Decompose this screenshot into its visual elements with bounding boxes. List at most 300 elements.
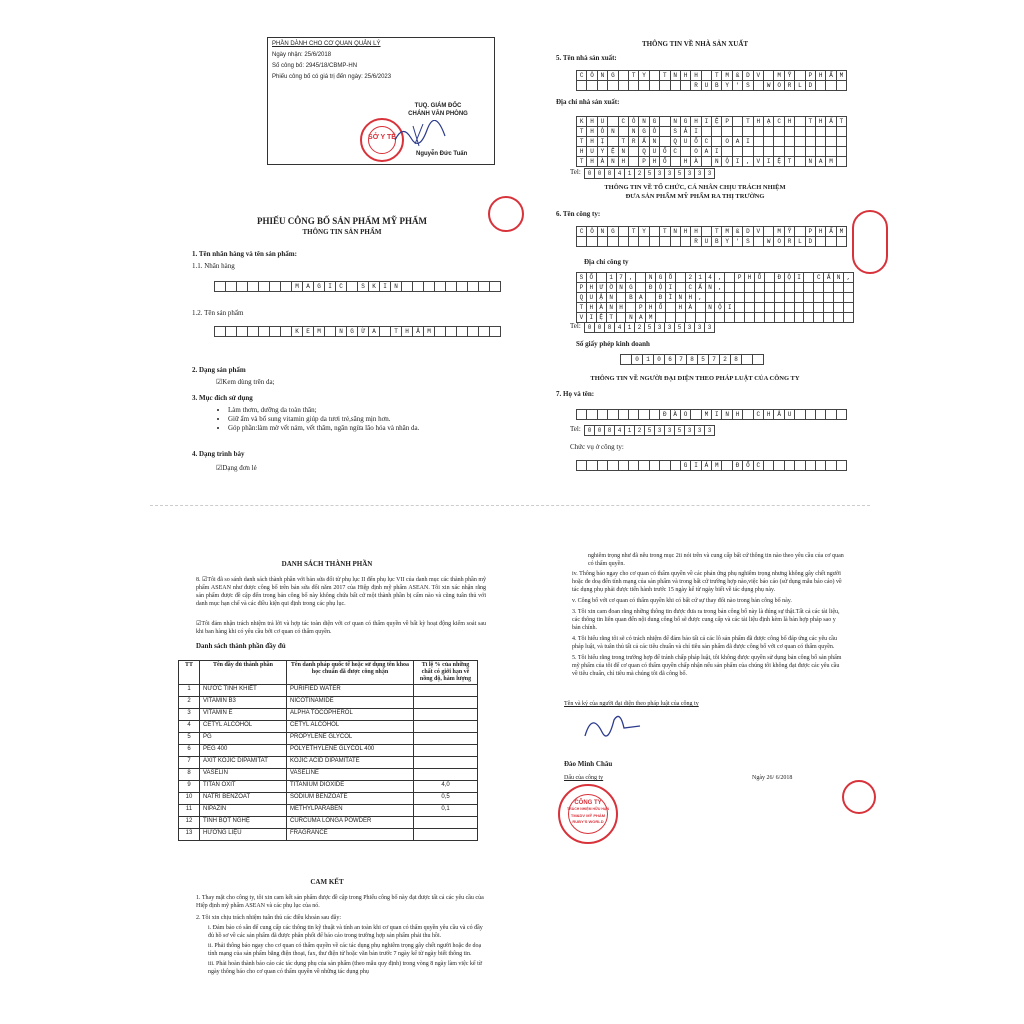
grid-cell: A <box>815 156 825 167</box>
grid-cell: K <box>291 326 302 337</box>
grid-cell <box>813 312 823 323</box>
grid-cell <box>794 156 804 167</box>
grid-cell: 0 <box>594 168 604 179</box>
grid-cell: À <box>597 156 607 167</box>
grid-cell: O <box>680 409 690 420</box>
grid-cell: O <box>773 80 783 91</box>
grid-cell <box>670 236 680 247</box>
grid-cell: À <box>670 409 680 420</box>
grid-cell: 3 <box>704 168 715 179</box>
grid-cell <box>258 281 269 292</box>
table-cell: SODIUM BENZOATE <box>287 793 414 805</box>
grid-cell <box>269 281 280 292</box>
grid-cell <box>794 409 804 420</box>
grid-cell: , <box>714 282 724 293</box>
grid-cell: 5 <box>674 168 684 179</box>
grid-cell <box>744 312 754 323</box>
table-row <box>179 685 478 697</box>
edge-seal-2 <box>852 210 888 274</box>
table-row <box>179 769 478 781</box>
grid-cell: Ô <box>628 116 638 127</box>
table-cell: 1 <box>179 685 200 697</box>
grid-cell: O <box>773 236 783 247</box>
table-row <box>179 757 478 769</box>
grid-cell <box>225 326 236 337</box>
grid-cell <box>489 326 501 337</box>
grid-cell: H <box>586 156 596 167</box>
grid-cell: N <box>638 116 648 127</box>
grid-cell: H <box>763 409 773 420</box>
table-cell: 11 <box>179 805 200 817</box>
grid-cell: Õ <box>665 272 675 283</box>
grid-cell: R <box>784 236 794 247</box>
grid-cell: I <box>690 460 700 471</box>
grid-cell: 0 <box>594 322 604 333</box>
rep-tel-label: Tel: <box>570 425 581 433</box>
grid-cell <box>576 80 586 91</box>
commit-1: 1. Thay mặt cho công ty, tôi xin cam kết sản phẩm được đề cập trong Phiếu công bố này đạt được tất cả các yêu cầu của Hiệp định mỹ phẩm ASEAN và các phụ lục của nó. <box>196 895 484 909</box>
grid-cell: S <box>357 281 368 292</box>
table-cell: 2 <box>179 697 200 709</box>
grid-cell: Ẩ <box>825 70 835 81</box>
grid-row <box>576 156 847 167</box>
grid-cell: P <box>638 156 648 167</box>
grid-cell: Ì <box>665 292 675 303</box>
grid-cell: N <box>607 156 617 167</box>
grid-cell: H <box>815 116 825 127</box>
grid-cell: Ô <box>586 226 596 237</box>
grid-cell: T <box>711 70 721 81</box>
grid-cell: 2 <box>634 425 644 436</box>
grid-cell: Ô <box>597 126 607 137</box>
grid-cell <box>379 326 390 337</box>
grid-cell: 3 <box>654 322 664 333</box>
grid-cell: 7 <box>616 272 626 283</box>
grid-cell: H <box>680 156 690 167</box>
grid-cell: V <box>753 70 763 81</box>
announcement-number: 2945/18/CBMP-HN <box>305 63 358 69</box>
grid-cell: N <box>711 156 721 167</box>
grid-cell <box>680 80 690 91</box>
signature-mark <box>393 120 453 150</box>
purpose-item: • Góp phần:làm mờ vết nám, vết thâm, ngăn ngừa lão hóa và nhăn da. <box>228 424 504 433</box>
grid-cell: 3 <box>684 322 694 333</box>
table-cell: ALPHA TOCOPHEROL <box>287 709 414 721</box>
table-cell: CETYL ALCOHOL <box>287 721 414 733</box>
grid-cell: G <box>680 460 690 471</box>
grid-cell: M <box>825 156 835 167</box>
grid-cell: H <box>784 116 794 127</box>
table-cell: 0,1 <box>414 805 478 817</box>
number-row: Số công bố: 2945/18/CBMP-HN <box>272 63 358 69</box>
full-list-title: Danh sách thành phần đầy đủ <box>196 642 286 650</box>
grid-cell <box>618 236 628 247</box>
grid-cell: G <box>638 126 648 137</box>
grid-cell <box>836 80 847 91</box>
grid-cell: U <box>784 409 794 420</box>
grid-cell <box>628 156 638 167</box>
grid-cell: Q <box>638 146 648 157</box>
grid-cell <box>607 236 617 247</box>
grid-cell: 0 <box>631 354 642 365</box>
grid-cell <box>764 312 774 323</box>
grid-cell: G <box>346 326 357 337</box>
grid-cell: S <box>576 272 586 283</box>
grid-cell: 0 <box>584 322 594 333</box>
form-subtitle: THÔNG TIN SẢN PHẨM <box>302 228 382 236</box>
grid-cell: Ẩ <box>825 226 835 237</box>
table-cell: KOJIC ACID DIPAMITATE <box>287 757 414 769</box>
table-cell: NƯỚC TINH KHIẾT <box>200 685 287 697</box>
grid-cell <box>280 281 291 292</box>
table-cell <box>414 817 478 829</box>
grid-cell: H <box>680 226 690 237</box>
grid-cell: H <box>616 302 626 313</box>
grid-cell: 3 <box>654 168 664 179</box>
grid-cell: Ư <box>596 282 606 293</box>
grid-cell: N <box>805 156 815 167</box>
grid-cell: & <box>732 70 742 81</box>
grid-cell <box>742 409 752 420</box>
grid-cell: T <box>576 302 586 313</box>
grid-cell: Ệ <box>607 146 617 157</box>
grid-cell <box>721 460 731 471</box>
table-cell <box>414 709 478 721</box>
grid-cell: Đ <box>732 460 742 471</box>
grid-cell: M <box>701 409 711 420</box>
signer-title-1: TUQ. GIÁM ĐỐC <box>414 103 462 109</box>
table-cell: POLYETHYLENE GLYCOL 400 <box>287 745 414 757</box>
grid-cell <box>628 409 638 420</box>
grid-cell: 5 <box>644 168 654 179</box>
grid-cell: I <box>732 156 742 167</box>
grid-cell: H <box>732 409 742 420</box>
grid-cell: Q <box>670 136 680 147</box>
grid-cell: N <box>606 302 616 313</box>
grid-cell: D <box>805 80 815 91</box>
grid-cell: 3 <box>694 322 704 333</box>
grid-cell: V <box>753 226 763 237</box>
grid-cell <box>401 281 412 292</box>
grid-cell: G <box>649 116 659 127</box>
grid-cell: , <box>714 272 724 283</box>
grid-cell: Ộ <box>655 282 665 293</box>
grid-cell <box>456 281 467 292</box>
form-title: PHIẾU CÔNG BỐ SẢN PHẨM MỸ PHẨM <box>257 216 427 226</box>
table-cell: 4,0 <box>414 781 478 793</box>
grid-cell: M <box>711 460 721 471</box>
grid-cell <box>815 409 825 420</box>
section-5-heading: 5. Tên nhà sản xuất: <box>556 54 617 62</box>
grid-cell: G <box>680 116 690 127</box>
commit-items <box>208 924 484 978</box>
table-cell: NICOTINAMIDE <box>287 697 414 709</box>
commit-item: ii. Phải thông báo ngay cho cơ quan có thẩm quyền về các tác dụng phụ nghiêm trọng gây chết người hoặc đe doạ tính mạng của sản phẩm bằng điện thoại, fax, thư điện tử hoặc văn bản trước 7 ngày kể từ ngày biết thông tin. <box>208 943 482 957</box>
grid-cell: H <box>675 302 685 313</box>
grid-cell: 7 <box>708 354 719 365</box>
grid-cell <box>823 312 833 323</box>
grid-cell: O <box>690 146 700 157</box>
page-1 <box>152 10 504 490</box>
grid-cell: Đ <box>645 282 655 293</box>
grid-cell: T <box>628 226 638 237</box>
grid-cell: Ỹ <box>784 226 794 237</box>
grid-cell: Ấ <box>825 116 835 127</box>
table-row <box>179 817 478 829</box>
grid-cell <box>247 326 258 337</box>
valid-row: Phiếu công bố có giá trị đến ngày: 25/6/2023 <box>272 74 392 80</box>
grid-cell: R <box>784 80 794 91</box>
grid-cell <box>836 409 847 420</box>
grid-cell <box>412 281 423 292</box>
grid-cell <box>774 312 784 323</box>
grid-cell: Ừ <box>357 326 368 337</box>
grid-cell: M <box>836 70 847 81</box>
grid-cell <box>815 80 825 91</box>
grid-cell: N <box>649 136 659 147</box>
grid-cell <box>269 326 280 337</box>
grid-cell: N <box>705 282 715 293</box>
grid-cell <box>649 409 659 420</box>
grid-cell: T <box>628 70 638 81</box>
grid-cell: N <box>606 292 616 303</box>
grid-cell <box>456 326 467 337</box>
grid-cell: G <box>607 226 617 237</box>
table-row <box>179 709 478 721</box>
grid-cell: 3 <box>684 425 694 436</box>
table-cell: 7 <box>179 757 200 769</box>
table-cell: PURIFIED WATER <box>287 685 414 697</box>
maker-tel-label: Tel: <box>570 168 581 176</box>
grid-cell: M <box>836 226 847 237</box>
grid-cell <box>236 281 247 292</box>
grid-cell: Ỹ <box>784 70 794 81</box>
grid-cell: P <box>635 302 645 313</box>
grid-cell: I <box>665 282 675 293</box>
grid-cell <box>843 312 854 323</box>
grid-cell: B <box>625 292 635 303</box>
grid-cell <box>586 236 596 247</box>
table-cell: VITAMIN E <box>200 709 287 721</box>
grid-cell: Y <box>721 236 731 247</box>
grid-cell: 5 <box>674 322 684 333</box>
table-cell <box>414 685 478 697</box>
section-3-heading: 3. Mục đích sử dụng <box>192 394 253 402</box>
health-department-seal: SỞ Y TẾ <box>360 118 404 162</box>
commit-continued <box>572 570 844 681</box>
grid-cell: 0 <box>584 425 594 436</box>
grid-cell: Ô <box>586 70 596 81</box>
table-cell <box>414 697 478 709</box>
grid-cell <box>618 80 628 91</box>
grid-cell: T <box>659 226 669 237</box>
grid-cell: 0 <box>653 354 664 365</box>
grid-cell <box>670 156 680 167</box>
grid-cell: M <box>721 70 731 81</box>
grid-cell: B <box>711 80 721 91</box>
grid-cell: Q <box>576 292 586 303</box>
grid-cell: 5 <box>674 425 684 436</box>
rep-name-grid <box>576 409 847 420</box>
grid-cell <box>680 236 690 247</box>
grid-cell: Ấ <box>638 136 648 147</box>
grid-cell: E <box>302 326 313 337</box>
grid-cell: T <box>576 126 586 137</box>
table-cell: 8 <box>179 769 200 781</box>
grid-cell: Ố <box>742 460 752 471</box>
grid-cell <box>741 354 752 365</box>
grid-cell: S <box>670 126 680 137</box>
grid-cell <box>784 312 794 323</box>
grid-cell: N <box>597 70 607 81</box>
section-4-heading: 4. Dạng trình bày <box>192 450 245 458</box>
rep-tel-grid <box>584 425 715 436</box>
grid-cell: U <box>586 146 596 157</box>
grid-cell <box>701 156 711 167</box>
table-cell: VASELIN <box>200 769 287 781</box>
table-cell: METHYLPARABEN <box>287 805 414 817</box>
grid-cell: B <box>711 236 721 247</box>
ingredients-table <box>178 660 478 841</box>
grid-cell <box>618 409 628 420</box>
grid-cell <box>597 80 607 91</box>
grid-cell <box>753 236 763 247</box>
grid-cell: 3 <box>654 425 664 436</box>
grid-cell: 0 <box>584 168 594 179</box>
grid-cell <box>214 281 225 292</box>
section-1-2-label: 1.2. Tên sản phẩm <box>192 309 244 317</box>
rep-name: Đào Minh Châu <box>564 760 613 768</box>
grid-cell <box>638 80 648 91</box>
grid-cell: H <box>401 326 412 337</box>
grid-cell: N <box>670 226 680 237</box>
table-cell: 12 <box>179 817 200 829</box>
grid-cell: A <box>635 292 645 303</box>
commit-item: iv. Thông báo ngay cho cơ quan có thẩm quyền về các phản ứng phụ nghiêm trọng nhưng không gây chết người hoặc đe doạ đến tính mạng của sản phẩm và trong bất cứ trường hợp nào,việc báo cáo (sử dụng mẫu báo cáo) về tác dụng phụ phải được tiến hành trước 15 ngày kể từ ngày biết về tác dụng phụ này. <box>572 571 842 593</box>
grid-cell: C <box>813 272 823 283</box>
grid-cell: 4 <box>614 168 624 179</box>
grid-cell: Ấ <box>823 272 833 283</box>
grid-cell <box>576 409 586 420</box>
received-date: 25/6/2018 <box>304 52 332 58</box>
grid-cell: Y <box>721 80 731 91</box>
purpose-item: • Làm thơm, dưỡng da toàn thân; <box>228 406 504 415</box>
grid-cell: C <box>618 116 628 127</box>
table-cell: 0,5 <box>414 793 478 805</box>
brand-grid <box>214 281 501 292</box>
grid-cell <box>586 80 596 91</box>
page-2 <box>520 10 860 490</box>
grid-cell: P <box>805 70 815 81</box>
grid-cell: H <box>576 146 586 157</box>
grid-cell: 8 <box>604 168 614 179</box>
grid-cell: , <box>695 292 705 303</box>
grid-cell: H <box>586 126 596 137</box>
grid-cell <box>478 326 489 337</box>
grid-cell <box>258 326 269 337</box>
grid-cell: 4 <box>705 272 715 283</box>
grid-cell: I <box>711 146 721 157</box>
col-percent: Tỉ lệ % của những chất có giới hạn về nồng độ, hàm lượng <box>414 661 478 685</box>
maker-tel-grid <box>584 168 715 179</box>
grid-cell: M <box>773 226 783 237</box>
grid-cell <box>670 460 680 471</box>
grid-cell: H <box>690 70 700 81</box>
grid-cell: H <box>586 282 596 293</box>
grid-cell: Â <box>773 409 783 420</box>
table-cell: PROPYLENE GLYCOL <box>287 733 414 745</box>
grid-cell <box>794 460 804 471</box>
grid-cell: Y <box>597 146 607 157</box>
grid-cell: 3 <box>684 168 694 179</box>
grid-cell: Ệ <box>773 156 783 167</box>
grid-cell: Ộ <box>784 272 794 283</box>
purpose-item: • Giữ ẩm và bổ sung vitamin giúp da tươi trẻ,săng mịn hơn. <box>228 415 504 424</box>
grid-cell: I <box>690 126 700 137</box>
table-row <box>179 781 478 793</box>
grid-cell <box>586 460 596 471</box>
table-cell: VITAMIN B3 <box>200 697 287 709</box>
table-header-row <box>179 661 478 685</box>
grid-cell: U <box>701 236 711 247</box>
grid-cell <box>638 460 648 471</box>
grid-cell <box>607 460 617 471</box>
grid-cell <box>597 460 607 471</box>
grid-cell <box>659 236 669 247</box>
grid-cell: Y <box>638 226 648 237</box>
grid-cell: I <box>711 409 721 420</box>
grid-cell: N <box>721 409 731 420</box>
grid-cell: 3 <box>704 425 715 436</box>
commit-item: iii. Phải hoàn thành báo cáo các tác dụng phụ của sản phẩm (theo mẫu quy định) trong vòng 8 ngày làm việc kể từ ngày thông báo cho cơ quan có thẩm quyền về những tác dụng phụ <box>208 961 483 975</box>
grid-cell: C <box>670 146 680 157</box>
maker-address-label: Địa chỉ nhà sản xuất: <box>556 98 620 106</box>
valid-date: 25/6/2023 <box>364 74 392 80</box>
grid-cell: U <box>597 116 607 127</box>
commit-2: 2. Tôi xin chịu trách nhiệm tuân thủ các điều khoản sau đây: <box>196 915 342 921</box>
grid-cell <box>773 460 783 471</box>
rep-heading: THÔNG TIN VỀ NGƯỜI ĐẠI DIỆN THEO PHÁP LUẬT CỦA CÔNG TY <box>590 375 800 382</box>
section-7-heading: 7. Họ và tên: <box>556 390 595 398</box>
grid-cell: ' <box>732 80 742 91</box>
grid-cell: V <box>576 312 586 323</box>
commit-item: 5. Tôi hiểu rằng trong trường hợp để tránh chấp pháp luật, tôi không được quyền sử dụng bản công bố sản phẩm mỹ phẩm của tôi để cơ quan có thẩm quyền chấp nhận nếu sản phẩm của chúng tôi không đạt được các yêu cầu về tiêu chuẩn, chỉ tiêu mà chúng tôi đã công bố. <box>572 655 842 677</box>
grid-cell: N <box>597 226 607 237</box>
grid-cell: À <box>690 156 700 167</box>
grid-cell: M <box>773 70 783 81</box>
grid-cell: 8 <box>604 425 614 436</box>
table-row <box>179 733 478 745</box>
grid-cell: I <box>742 136 752 147</box>
grid-cell: 8 <box>686 354 697 365</box>
grid-cell: T <box>711 226 721 237</box>
grid-cell: I <box>324 281 335 292</box>
grid-cell: M <box>313 326 324 337</box>
org-heading-1: THÔNG TIN VỀ TỔ CHỨC, CÁ NHÂN CHỊU TRÁCH NHIỆM <box>604 184 786 191</box>
grid-cell: R <box>628 136 638 147</box>
grid-cell: H <box>690 116 700 127</box>
sign-date: Ngày 26/ 6/2018 <box>752 775 793 781</box>
ingredients-title: DANH SÁCH THÀNH PHẦN <box>281 560 373 568</box>
grid-cell <box>794 312 804 323</box>
grid-cell: Đ <box>774 272 784 283</box>
grid-cell: N <box>390 281 401 292</box>
grid-cell: A <box>635 312 645 323</box>
grid-cell: Ệ <box>596 312 606 323</box>
col-name: Tên đầy đủ thành phần <box>200 661 287 685</box>
grid-cell: 0 <box>594 425 604 436</box>
grid-cell <box>638 409 648 420</box>
